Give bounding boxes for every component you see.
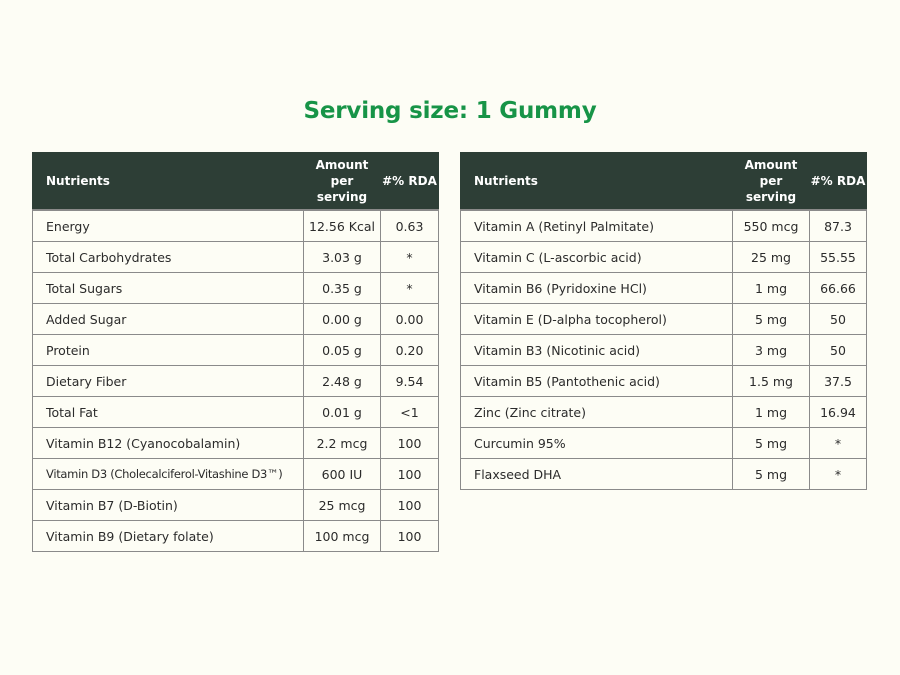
nutrient-rda: * [810, 428, 867, 459]
nutrient-amount: 5 mg [733, 428, 810, 459]
table-row [461, 428, 867, 459]
rda-header: #% RDA [810, 153, 867, 211]
table-row [461, 397, 867, 428]
nutrient-rda: 16.94 [810, 397, 867, 428]
nutrient-rda: 0.00 [381, 304, 439, 335]
nutrient-amount: 5 mg [733, 459, 810, 490]
nutrient-name: Vitamin E (D-alpha tocopherol) [461, 304, 733, 335]
table-header-row [461, 153, 867, 211]
nutrient-name: Vitamin B9 (Dietary folate) [33, 521, 304, 552]
amount-header [733, 153, 810, 211]
nutrient-name: Vitamin B3 (Nicotinic acid) [461, 335, 733, 366]
nutrient-rda: 100 [381, 428, 439, 459]
serving-size-title: Serving size: 1 Gummy [303, 98, 597, 124]
nutrient-name: Vitamin B7 (D-Biotin) [33, 490, 304, 521]
nutrients-header: Nutrients [33, 153, 304, 211]
amount-header [304, 153, 381, 211]
nutrient-name: Vitamin A (Retinyl Palmitate) [461, 210, 733, 242]
nutrient-name: Vitamin C (L-ascorbic acid) [461, 242, 733, 273]
nutrient-rda: <1 [381, 397, 439, 428]
nutrient-amount: 1 mg [733, 273, 810, 304]
table-row [33, 521, 439, 552]
table-row [33, 428, 439, 459]
nutrient-rda: 100 [381, 521, 439, 552]
nutrient-amount: 3 mg [733, 335, 810, 366]
nutrient-amount: 3.03 g [304, 242, 381, 273]
nutrient-amount: 0.00 g [304, 304, 381, 335]
nutrient-amount: 25 mg [733, 242, 810, 273]
nutrient-name: Vitamin D3 (Cholecalciferol-Vitashine D3™) [33, 459, 304, 490]
nutrient-name: Zinc (Zinc citrate) [461, 397, 733, 428]
nutrient-name: Protein [33, 335, 304, 366]
nutrients-table-left [32, 152, 439, 552]
nutrient-name: Total Carbohydrates [33, 242, 304, 273]
nutrient-name: Curcumin 95% [461, 428, 733, 459]
nutrient-rda: 9.54 [381, 366, 439, 397]
nutrient-amount: 0.05 g [304, 335, 381, 366]
table-row [461, 459, 867, 490]
table-header-row [33, 153, 439, 211]
nutrient-rda: 66.66 [810, 273, 867, 304]
nutrient-rda: 100 [381, 459, 439, 490]
nutrient-amount: 1.5 mg [733, 366, 810, 397]
nutrient-name: Vitamin B5 (Pantothenic acid) [461, 366, 733, 397]
nutrient-rda: 0.20 [381, 335, 439, 366]
nutrient-amount: 550 mcg [733, 210, 810, 242]
nutrient-rda: * [381, 273, 439, 304]
nutrient-amount: 0.01 g [304, 397, 381, 428]
nutrient-amount: 25 mcg [304, 490, 381, 521]
nutrient-name: Vitamin B6 (Pyridoxine HCl) [461, 273, 733, 304]
nutrient-amount: 2.48 g [304, 366, 381, 397]
nutrient-name: Added Sugar [33, 304, 304, 335]
nutrient-amount: 100 mcg [304, 521, 381, 552]
table-row [461, 304, 867, 335]
table-row [33, 490, 439, 521]
table-row [461, 366, 867, 397]
nutrient-rda: 0.63 [381, 210, 439, 242]
table-row [33, 273, 439, 304]
nutrients-header: Nutrients [461, 153, 733, 211]
nutrient-amount: 2.2 mcg [304, 428, 381, 459]
table-row [461, 273, 867, 304]
nutrient-name: Dietary Fiber [33, 366, 304, 397]
nutrient-rda: 55.55 [810, 242, 867, 273]
table-row [33, 366, 439, 397]
table-row [33, 304, 439, 335]
nutrient-amount: 0.35 g [304, 273, 381, 304]
nutrient-rda: * [810, 459, 867, 490]
table-row [33, 335, 439, 366]
nutrient-rda: 87.3 [810, 210, 867, 242]
nutrient-name: Vitamin B12 (Cyanocobalamin) [33, 428, 304, 459]
table-row [33, 459, 439, 490]
nutrient-rda: 100 [381, 490, 439, 521]
table-row [461, 210, 867, 242]
nutrient-name: Flaxseed DHA [461, 459, 733, 490]
nutrient-rda: 37.5 [810, 366, 867, 397]
rda-header: #% RDA [381, 153, 439, 211]
nutrient-rda: 50 [810, 304, 867, 335]
table-row [461, 242, 867, 273]
nutrient-amount: 1 mg [733, 397, 810, 428]
nutrient-rda: 50 [810, 335, 867, 366]
table-row [33, 210, 439, 242]
nutrient-amount: 600 IU [304, 459, 381, 490]
amount-header-label: Amount per serving [315, 158, 369, 204]
table-row [33, 242, 439, 273]
nutrient-name: Total Fat [33, 397, 304, 428]
nutrient-name: Total Sugars [33, 273, 304, 304]
nutrient-name: Energy [33, 210, 304, 242]
nutrient-amount: 5 mg [733, 304, 810, 335]
nutrients-table-right [460, 152, 867, 490]
amount-header-label: Amount per serving [744, 158, 798, 204]
nutrient-amount: 12.56 Kcal [304, 210, 381, 242]
nutrient-rda: * [381, 242, 439, 273]
table-row [33, 397, 439, 428]
table-row [461, 335, 867, 366]
